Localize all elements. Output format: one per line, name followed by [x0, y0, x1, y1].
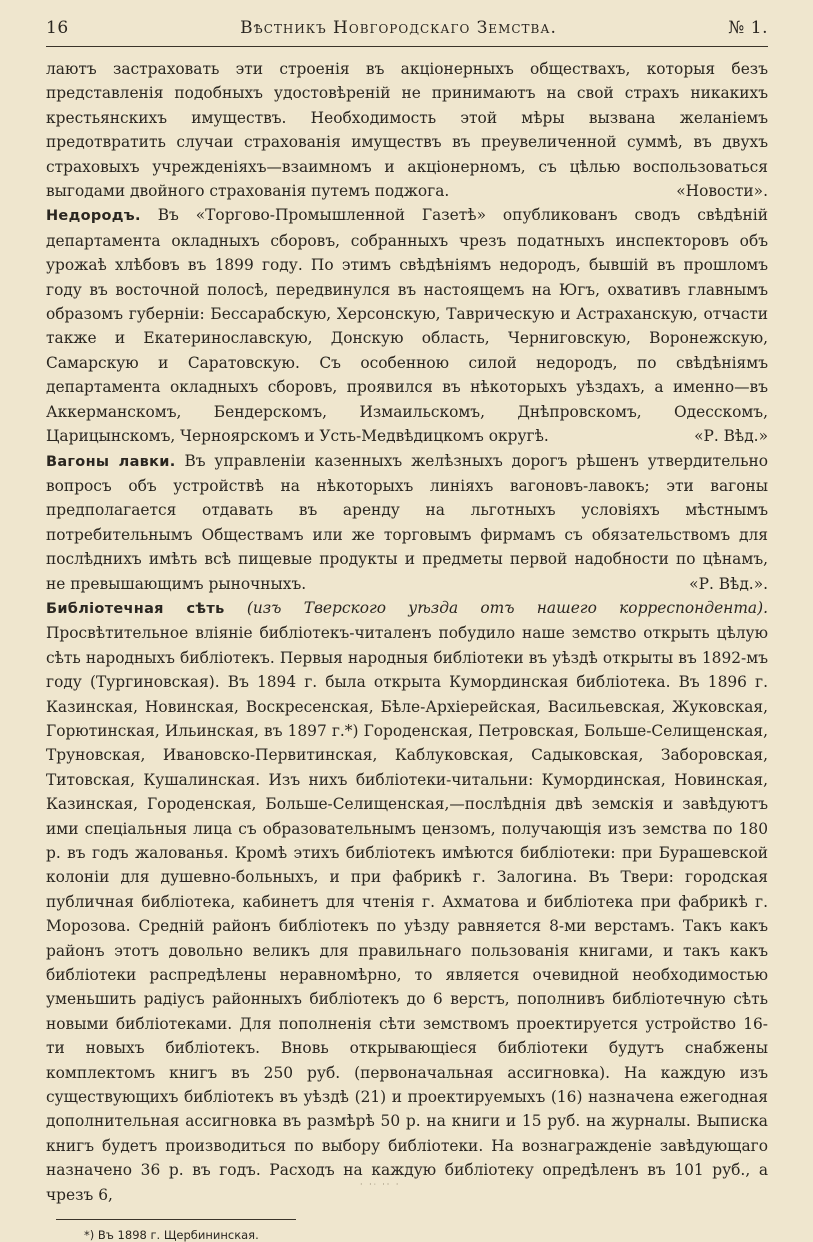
section-heading: Вагоны лавки.	[46, 453, 176, 470]
section-subheading: (изъ Тверского уѣзда отъ нашего корреспондента).	[246, 598, 768, 617]
print-smudge: · ·ᐧ ·· ·	[360, 1180, 401, 1189]
paragraph-text: лаютъ застраховать эти строенія въ акціонерныхъ обществахъ, которыя безъ представленія подобныхъ удостовѣреній не принимаютъ на свой страхъ никакихъ крестьянскихъ имуществъ. Необходимость этой мѣры вызвана желаніемъ предотвратить случаи страхованія имуществъ въ преувеличенной суммѣ, въ двухъ страховыхъ учрежденіяхъ—взаимномъ и акціонерномъ, съ цѣлью воспользоваться выгодами двойного страхованія путемъ поджога.	[46, 60, 768, 201]
source-citation: «Р. Вѣд.»	[694, 427, 768, 446]
source-citation: «Новости».	[676, 182, 768, 201]
page-number: 16	[46, 18, 69, 38]
section-heading: Недородъ.	[46, 208, 141, 225]
paragraph-text: Въ «Торгово-Промышленной Газетѣ» опубликованъ сводъ свѣдѣній департамента окладныхъ сборовъ, собранныхъ чрезъ податныхъ инспекторовъ объ урожаѣ хлѣбовъ въ 1899 году. По этимъ свѣдѣніямъ недородъ, бывшій въ прошломъ году въ восточной полосѣ, передвинулся въ настоящемъ на Югъ, охвативъ главнымъ образомъ губерніи: Бессарабскую, Херсонскую, Таврическую и Астраханскую, отчасти также и Екатеринославскую, Донскую область, Черниговскую, Воронежскую, Самарскую и Саратовскую. Съ особенною силой недородъ, по свѣдѣніямъ департамента окладныхъ сборовъ, проявился въ нѣкоторыхъ уѣздахъ, а именно—въ Аккерманскомъ, Бендерскомъ, Измаильскомъ, Днѣпровскомъ, Одесскомъ, Царицынскомъ, Черноярскомъ и Усть-Медвѣдицкомъ округѣ.	[46, 206, 768, 446]
source-citation: «Р. Вѣд.».	[689, 574, 768, 593]
paragraph-crop-failure	[46, 203, 768, 448]
footnote: *) Въ 1898 г. Щербининская.	[84, 1228, 259, 1242]
paragraph-shop-wagons	[46, 449, 768, 596]
issue-number: № 1.	[728, 18, 768, 38]
journal-title: Вѣстникъ Новгородскаго Земства.	[240, 18, 557, 38]
paragraph-insurance	[46, 57, 768, 203]
article-body	[46, 57, 768, 1207]
page	[46, 18, 768, 1242]
section-heading: Библіотечная сѣть	[46, 600, 225, 617]
paragraph-text: Въ управленіи казенныхъ желѣзныхъ дорогъ рѣшенъ утвердительно вопросъ объ устройствѣ на нѣкоторыхъ линіяхъ вагоновъ-лавокъ; эти вагоны предполагается отдавать въ аренду на льготныхъ условіяхъ мѣстнымъ потребительнымъ Обществамъ или же торговымъ фирмамъ съ обязательствомъ для послѣднихъ имѣть всѣ пищевые продукты и предметы первой надобности по цѣнамъ, не превышающимъ рыночныхъ.	[46, 451, 768, 593]
footnote-divider	[56, 1219, 296, 1220]
paragraph-text: Просвѣтительное вліяніе библіотекъ-читаленъ побудило наше земство открыть цѣлую сѣть народныхъ библіотекъ. Первыя народныя библіотеки въ уѣздѣ открыты въ 1892-мъ году (Тургиновская). Въ 1894 г. была открыта Кумординская библіотека. Въ 1896 г. Казинская, Новинская, Воскресенская, Бѣле-Архіерейская, Васильевская, Жуковская, Горютинская, Ильинская, въ 1897 г.*) Городенская, Петровская, Больше-Селищенская, Труновская, Ивановско-Первитинская, Каблуковская, Садыковская, Заборовская, Титовская, Кушалинская. Изъ нихъ библіотеки-читальни: Кумординская, Новинская, Казинская, Городенская, Больше-Селищенская,—послѣднія двѣ земскія и завѣдуютъ ими спеціальныя лица съ образовательнымъ цензомъ, получающія изъ земства по 180 р. въ годъ жалованья. Кромѣ этихъ библіотекъ имѣются библіотеки: при Бурашевской колоніи для душевно-больныхъ, и при фабрикѣ г. Залогина. Въ Твери: городская публичная библіотека, кабинетъ для чтенія г. Ахматова и библіотека при фабрикѣ г. Морозова. Средній районъ библіотекъ по уѣзду равняется 8-ми верстамъ. Такъ какъ районъ этотъ довольно великъ для правильнаго пользованія книгами, и такъ какъ библіотеки распредѣлены неравномѣрно, то является очевидной необходимостью уменьшить радіусъ районныхъ библіотекъ до 6 верстъ, пополнивъ библіотечную сѣть новыми библіотеками. Для пополненія сѣти земствомъ проектируется устройство 16-ти новыхъ библіотекъ. Вновь открывающіеся библіотеки будутъ снабжены комплектомъ книгъ въ 250 руб. (первоначальная ассигновка). На каждую изъ существующихъ библіотекъ въ уѣздѣ (21) и проектируемыхъ (16) назначена ежегодная дополнительная ассигновка въ размѣрѣ 50 р. на книги и 15 руб. на журналы. Выписка книгъ будетъ производиться по выбору библіотеки. На вознагражденіе завѣдующаго назначено 36 р. въ годъ. Расходъ на каждую библіотеку опредѣленъ въ 101 руб., а чрезъ 6,	[46, 624, 768, 1204]
running-header	[46, 18, 768, 47]
paragraph-library-network	[46, 596, 768, 1207]
